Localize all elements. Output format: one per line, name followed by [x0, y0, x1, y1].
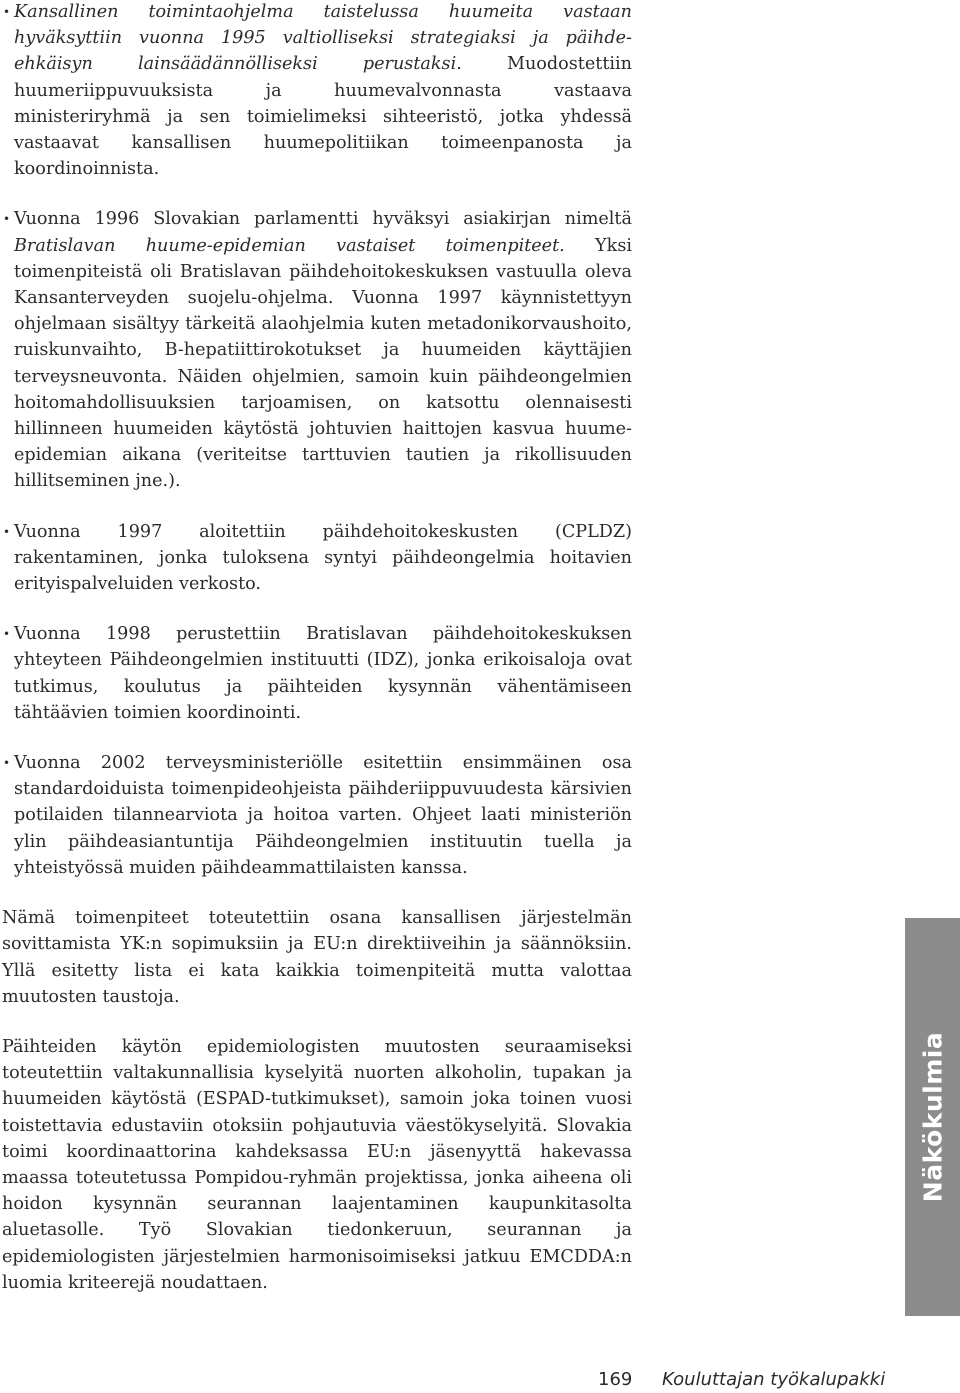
bullet-text-italic: Kansallinen toimintaohjelma taistelussa huumeita vastaan hyväksyttiin vuonna 1995 valtiolliseksi strategiaksi ja päihdeehkäisyn lainsäädännölliseksi perustaksi. — [14, 2, 632, 75]
bullet-dot: • — [3, 524, 11, 539]
bullet-text: Vuonna 1998 perustettiin Bratislavan päihdehoitokeskuksen yhteyteen Päihdeongelmien instituutti (IDZ), jonka erikoisaloja ovat tutkimus, koulutus ja päihteiden kysynnän vähentämiseen tähtäävien toimien koordinointi. — [14, 624, 632, 723]
bullet-item — [2, 0, 632, 182]
main-content — [2, 0, 632, 1320]
bullet-dot: • — [3, 627, 11, 642]
section-tab-label: Näkökulmia — [918, 1031, 947, 1203]
section-tab — [905, 918, 960, 1316]
body-paragraph: Päihteiden käytön epidemiologisten muutosten seuraamiseksi toteutettiin valtakunnallisia kyselyitä nuorten alkoholin, tupakan ja huumeiden käytöstä (ESPAD-tutkimukset), samoin joka toinen vuosi toistettavia edustaviin otoksiin pohjautuvia väestökyselyitä. Slovakia toimi koordinaattorina kahdeksassa EU:n jäsenyyttä hakevassa maassa toteutetussa Pompidou-ryhmän projektissa, jonka aiheena oli hoidon kysynnän seurannan laajentaminen kaupunkitasolta aluetasolle. Työ Slovakian tiedonkeruun, seurannan ja epidemiologisten järjestelmien harmonisoimiseksi jatkuu EMCDDA:n luomia kriteerejä noudattaen. — [2, 1036, 632, 1293]
bullet-dot: • — [3, 5, 11, 19]
bullet-text: Muodostettiin huumeriippuvuuksista ja huumevalvonnasta vastaava ministeriryhmä ja sen toimielimeksi sihteeristö, jotka yhdessä vastaavat kansallisen huumepolitiikan toimeenpanosta ja koordinoinnista. — [14, 54, 632, 180]
bullet-item — [2, 519, 632, 598]
bullet-text: Yksi toimenpiteistä oli Bratislavan päihdehoitokeskuksen vastuulla oleva Kansanterveyden suojelu-ohjelma. Vuonna 1997 käynnistettyyn ohjelmaan sisältyy tärkeitä alaohjelmia kuten metadonikorvaushoito, ruiskunvaihto, B-hepatiittirokotukset ja huumeiden käyttäjien terveysneuvonta. Näiden ohjelmien, samoin kuin päihdeongelmien hoitomahdollisuuksien tarjoamisen, on katsottu olennaisesti hillinneen huumeiden käytöstä johtuvien haittojen kasvua huumeepidemian aikana (veriteitse tarttuvien tautien ja rikollisuuden hillitseminen jne.). — [14, 235, 632, 492]
bullet-text: Vuonna 2002 terveysministeriölle esitettiin ensimmäinen osa standardoiduista toimenpideohjeista päihderiippuvuudesta kärsivien potilaiden tilannearviota ja hoitoa varten. Ohjeet laati ministeriön ylin päihdeasiantuntija Päihdeongelmien instituutin tuella ja yhteistyössä muiden päihdeammattilaisten kanssa. — [14, 753, 632, 878]
bullet-text-italic: Bratislavan huume-epidemian vastaiset toimenpiteet. — [14, 235, 565, 256]
bullet-text: Vuonna 1996 Slovakian parlamentti hyväksyi asiakirjan nimeltä — [14, 209, 632, 230]
bullet-item — [2, 206, 632, 494]
book-title: Kouluttajan työkalupakki — [662, 1369, 886, 1390]
bullet-dot: • — [3, 756, 11, 771]
bullet-item — [2, 621, 632, 726]
page-number: 169 — [598, 1369, 633, 1390]
body-paragraph: Nämä toimenpiteet toteutettiin osana kansallisen järjestelmän sovittamista YK:n sopimuksiin ja EU:n direktiiveihin ja säännöksiin. Yllä esitetty lista ei kata kaikkia toimenpiteitä mutta valottaa muutosten taustoja. — [2, 908, 632, 1007]
bullet-item — [2, 750, 632, 881]
bullet-dot: • — [3, 212, 11, 227]
bullet-text: Vuonna 1997 aloitettiin päihdehoitokeskusten (CPLDZ) rakentaminen, jonka tuloksena syntyi päihdeongelmia hoitavien erityispalveluiden verkosto. — [14, 521, 632, 595]
